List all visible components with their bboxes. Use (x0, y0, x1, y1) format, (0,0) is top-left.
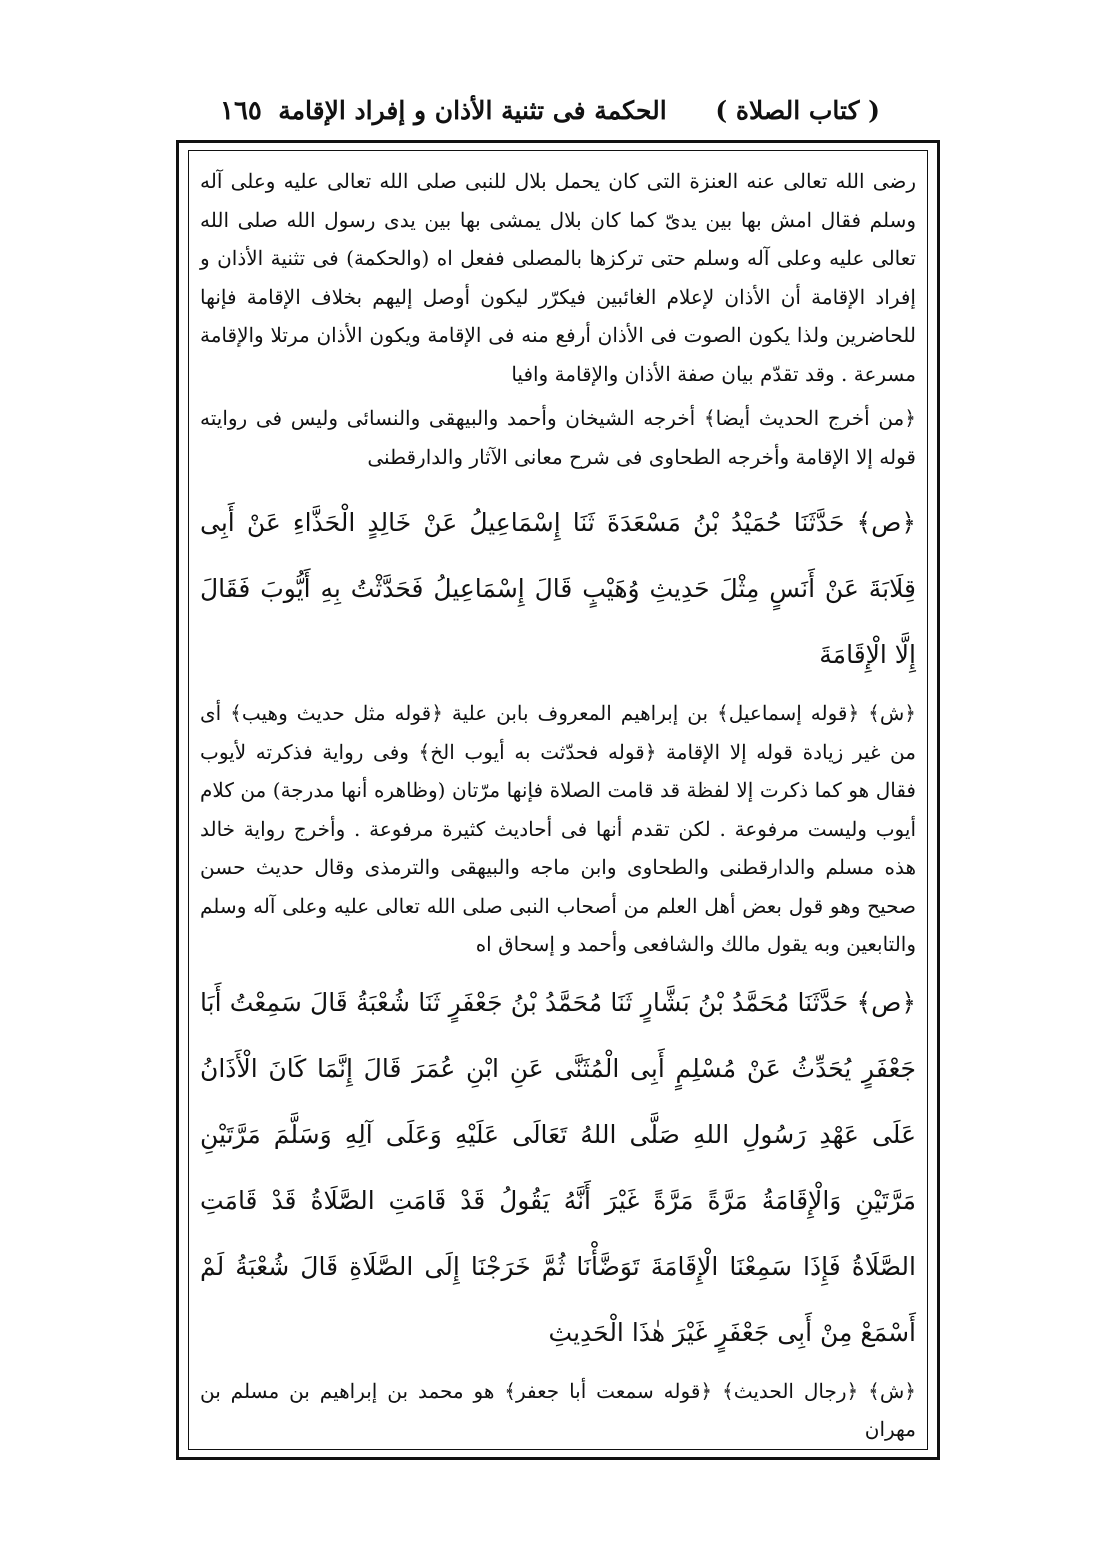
commentary-paragraph-3: ﴿ش﴾ ﴿قوله إسماعيل﴾ بن إبراهيم المعروف بابن علية ﴿قوله مثل حديث وهيب﴾ أى من غير زيادة قوله إلا الإقامة ﴿قوله فحدّثت به أيوب الخ﴾ وفى رواية فذكرته لأيوب فقال هو كما ذكرت إلا لفظة قد قامت الصلاة فإنها مرّتان (وظاهره أنها مدرجة) من كلام أيوب وليست مرفوعة . لكن تقدم أنها فى أحاديث كثيرة مرفوعة . وأخرج رواية خالد هذه مسلم والدارقطنى والطحاوى وابن ماجه والبيهقى والترمذى وقال حديث حسن صحيح وهو قول بعض أهل العلم من أصحاب النبى صلى الله تعالى عليه وعلى آله وسلم والتابعين وبه يقول مالك والشافعى وأحمد و إسحاق اه (200, 701, 916, 956)
running-title (278, 96, 880, 125)
page-number: ١٦٥ (220, 96, 262, 126)
chapter-title: الحكمة فى تثنية الأذان و إفراد الإقامة (278, 96, 667, 125)
hadith-text-2: ﴿ص﴾ حَدَّثَنَا مُحَمَّدُ بْنُ بَشَّارٍ ثَنَا مُحَمَّدُ بْنُ جَعْفَرٍ ثَنَا شُعْبَةُ قَالَ سَمِعْتُ أَبَا جَعْفَرٍ يُحَدِّثُ عَنْ مُسْلِمٍ أَبِى الْمُثَنَّى عَنِ ابْنِ عُمَرَ قَالَ إِنَّمَا كَانَ الْأَذَانُ عَلَى عَهْدِ رَسُولِ اللهِ صَلَّى اللهُ تَعَالَى عَلَيْهِ وَعَلَى آلِهِ وَسَلَّمَ مَرَّتَيْنِ مَرَّتَيْنِ وَالْإِقَامَةُ مَرَّةً مَرَّةً غَيْرَ أَنَّهُ يَقُولُ قَدْ قَامَتِ الصَّلَاةُ قَدْ قَامَتِ الصَّلَاةُ فَإِذَا سَمِعْنَا الْإِقَامَةَ تَوَضَّأْنَا ثُمَّ خَرَجْنَا إِلَى الصَّلَاةِ قَالَ شُعْبَةُ لَمْ أَسْمَعْ مِنْ أَبِى جَعْفَرٍ غَيْرَ هٰذَا الْحَدِيثِ (200, 987, 916, 1347)
commentary-paragraph-4: ﴿ش﴾ ﴿رجال الحديث﴾ ﴿قوله سمعت أبا جعفر﴾ هو محمد بن إبراهيم بن مسلم بن مهران (200, 1378, 916, 1441)
page-header (180, 96, 940, 136)
hadith-text-1: ﴿ص﴾ حَدَّثَنَا حُمَيْدُ بْنُ مَسْعَدَةَ ثَنَا إِسْمَاعِيلُ عَنْ خَالِدٍ الْحَذَّاءِ عَنْ أَبِى قِلَابَةَ عَنْ أَنَسٍ مِثْلَ حَدِيثِ وُهَيْبٍ قَالَ إِسْمَاعِيلُ فَحَدَّثْتُ بِهِ أَيُّوبَ فَقَالَ إِلَّا الْإِقَامَةَ (200, 508, 916, 669)
commentary-paragraph-2: ﴿من أخرج الحديث أيضا﴾ أخرجه الشيخان وأحمد والبيهقى والنسائى وليس فى روايته قوله إلا الإقامة وأخرجه الطحاوى فى شرح معانى الآثار والدارقطنى (200, 406, 916, 469)
commentary-paragraph-1: رضى الله تعالى عنه العنزة التى كان يحمل بلال للنبى صلى الله تعالى عليه وعلى آله وسلم فقال امش بها بين يدىّ كما كان بلال يمشى بها بين يدى رسول الله صلى الله تعالى عليه وعلى آله وسلم حتى تركزها بالمصلى ففعل اه (والحكمة) فى تثنية الأذان و إفراد الإقامة أن الأذان لإعلام الغائبين فيكرّر ليكون أوصل إليهم بخلاف الإقامة فإنها للحاضرين ولذا يكون الصوت فى الأذان أرفع منه فى الإقامة ويكون الأذان مرتلا والإقامة مسرعة . وقد تقدّم بيان صفة الأذان والإقامة وافيا (200, 169, 916, 386)
book-title: ( كتاب الصلاة ) (715, 96, 880, 125)
page-body (200, 162, 916, 1442)
